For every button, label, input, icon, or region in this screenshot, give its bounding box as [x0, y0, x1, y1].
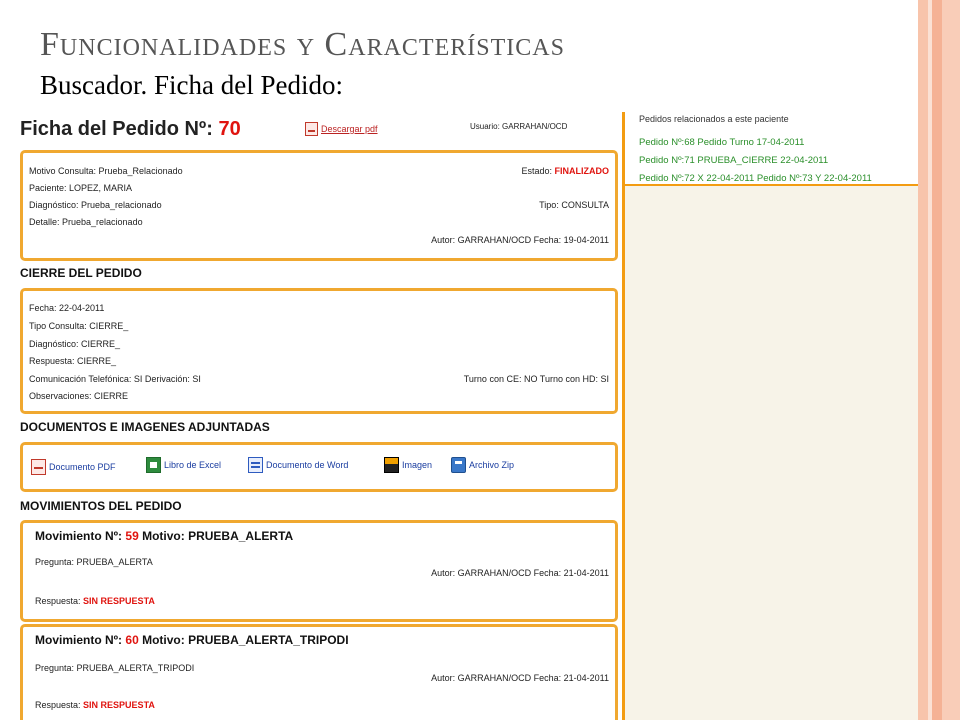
movement-respuesta-label: Respuesta: [35, 700, 81, 710]
page-title [20, 118, 241, 141]
document-pdf-link[interactable] [31, 459, 116, 475]
related-order-link[interactable]: Pedido Nº:68 Pedido Turno 17-04-2011 [639, 137, 805, 148]
movement-respuesta [35, 596, 155, 606]
estado-value: FINALIZADO [554, 166, 609, 176]
image-file-label: Imagen [402, 460, 433, 470]
user-label: Usuario: GARRAHAN/OCD [470, 122, 568, 131]
movement-title-label: Movimiento Nº: [35, 633, 123, 647]
image-file-link[interactable] [384, 457, 432, 473]
cierre-tipo: Tipo Consulta: CIERRE_ [29, 321, 129, 331]
estado-status [521, 166, 609, 176]
excel-file-link[interactable] [146, 457, 221, 473]
main-panel [8, 112, 620, 720]
movement-autor: Autor: GARRAHAN/OCD Fecha: 21-04-2011 [431, 673, 609, 683]
order-info-box [20, 150, 618, 261]
cierre-diagnostico: Diagnóstico: CIERRE_ [29, 339, 121, 349]
page-title-label: Ficha del Pedido Nº: [20, 118, 213, 140]
movement-autor: Autor: GARRAHAN/OCD Fecha: 21-04-2011 [431, 568, 609, 578]
movement-card [20, 520, 618, 622]
motivo-text: Motivo Consulta: Prueba_Relacionado [29, 166, 183, 176]
pdf-icon [305, 122, 318, 136]
related-orders-box [625, 112, 918, 186]
documentos-box [20, 442, 618, 492]
movement-pregunta: Pregunta: PRUEBA_ALERTA [35, 557, 153, 567]
movement-respuesta-value: SIN RESPUESTA [83, 596, 155, 606]
movement-number: 60 [125, 633, 139, 647]
download-pdf-link[interactable] [305, 122, 378, 136]
word-icon [248, 457, 263, 473]
estado-label: Estado: [521, 166, 552, 176]
decorative-stripe [942, 0, 960, 720]
cierre-respuesta: Respuesta: CIERRE_ [29, 356, 117, 366]
movement-title [35, 529, 293, 543]
movement-motivo: Motivo: PRUEBA_ALERTA_TRIPODI [142, 633, 349, 647]
decorative-stripe [918, 0, 928, 720]
movement-motivo: Motivo: PRUEBA_ALERTA [142, 529, 294, 543]
movement-pregunta: Pregunta: PRUEBA_ALERTA_TRIPODI [35, 663, 195, 673]
movement-respuesta [35, 700, 155, 710]
movimientos-heading: MOVIMIENTOS DEL PEDIDO [20, 499, 182, 513]
word-file-link[interactable] [248, 457, 348, 473]
tipo-text: Tipo: CONSULTA [539, 200, 609, 210]
related-orders-title: Pedidos relacionados a este paciente [639, 114, 789, 124]
image-icon [384, 457, 399, 473]
download-pdf-label: Descargar pdf [321, 124, 378, 134]
cierre-turnos: Turno con CE: NO Turno con HD: SI [463, 374, 609, 384]
app-screenshot [8, 112, 918, 720]
slide-title: Funcionalidades y Características [40, 26, 565, 63]
excel-icon [146, 457, 161, 473]
documentos-heading: DOCUMENTOS E IMAGENES ADJUNTADAS [20, 420, 270, 434]
autor-text: Autor: GARRAHAN/OCD Fecha: 19-04-2011 [431, 235, 609, 245]
pdf-icon [31, 459, 46, 475]
movement-respuesta-value: SIN RESPUESTA [83, 700, 155, 710]
movement-card [20, 624, 618, 720]
movement-title [35, 633, 349, 647]
diagnostico-text: Diagnóstico: Prueba_relacionado [29, 200, 162, 210]
zip-icon [451, 457, 466, 473]
cierre-heading: CIERRE DEL PEDIDO [20, 266, 142, 280]
movement-number: 59 [125, 529, 139, 543]
cierre-fecha: Fecha: 22-04-2011 [29, 303, 105, 313]
cierre-observaciones: Observaciones: CIERRE [29, 391, 129, 401]
movement-respuesta-label: Respuesta: [35, 596, 81, 606]
order-number: 70 [218, 118, 241, 140]
related-orders-sidebar [622, 112, 918, 720]
word-file-label: Documento de Word [266, 460, 349, 470]
paciente-text: Paciente: LOPEZ, MARIA [29, 183, 133, 193]
slide-subtitle: Buscador. Ficha del Pedido: [40, 70, 343, 100]
cierre-box [20, 288, 618, 414]
related-order-link[interactable]: Pedido Nº:71 PRUEBA_CIERRE 22-04-2011 [639, 155, 829, 166]
zip-file-label: Archivo Zip [469, 460, 515, 470]
zip-file-link[interactable] [451, 457, 514, 473]
document-pdf-label: Documento PDF [49, 462, 116, 472]
cierre-comunicacion: Comunicación Telefónica: SI Derivación: SI [29, 374, 201, 384]
excel-file-label: Libro de Excel [164, 460, 222, 470]
decorative-stripe [932, 0, 942, 720]
detalle-text: Detalle: Prueba_relacionado [29, 217, 143, 227]
related-order-link[interactable]: Pedido Nº:72 X 22-04-2011 Pedido Nº:73 Y 22-04-2011 [639, 173, 872, 184]
movement-title-label: Movimiento Nº: [35, 529, 123, 543]
